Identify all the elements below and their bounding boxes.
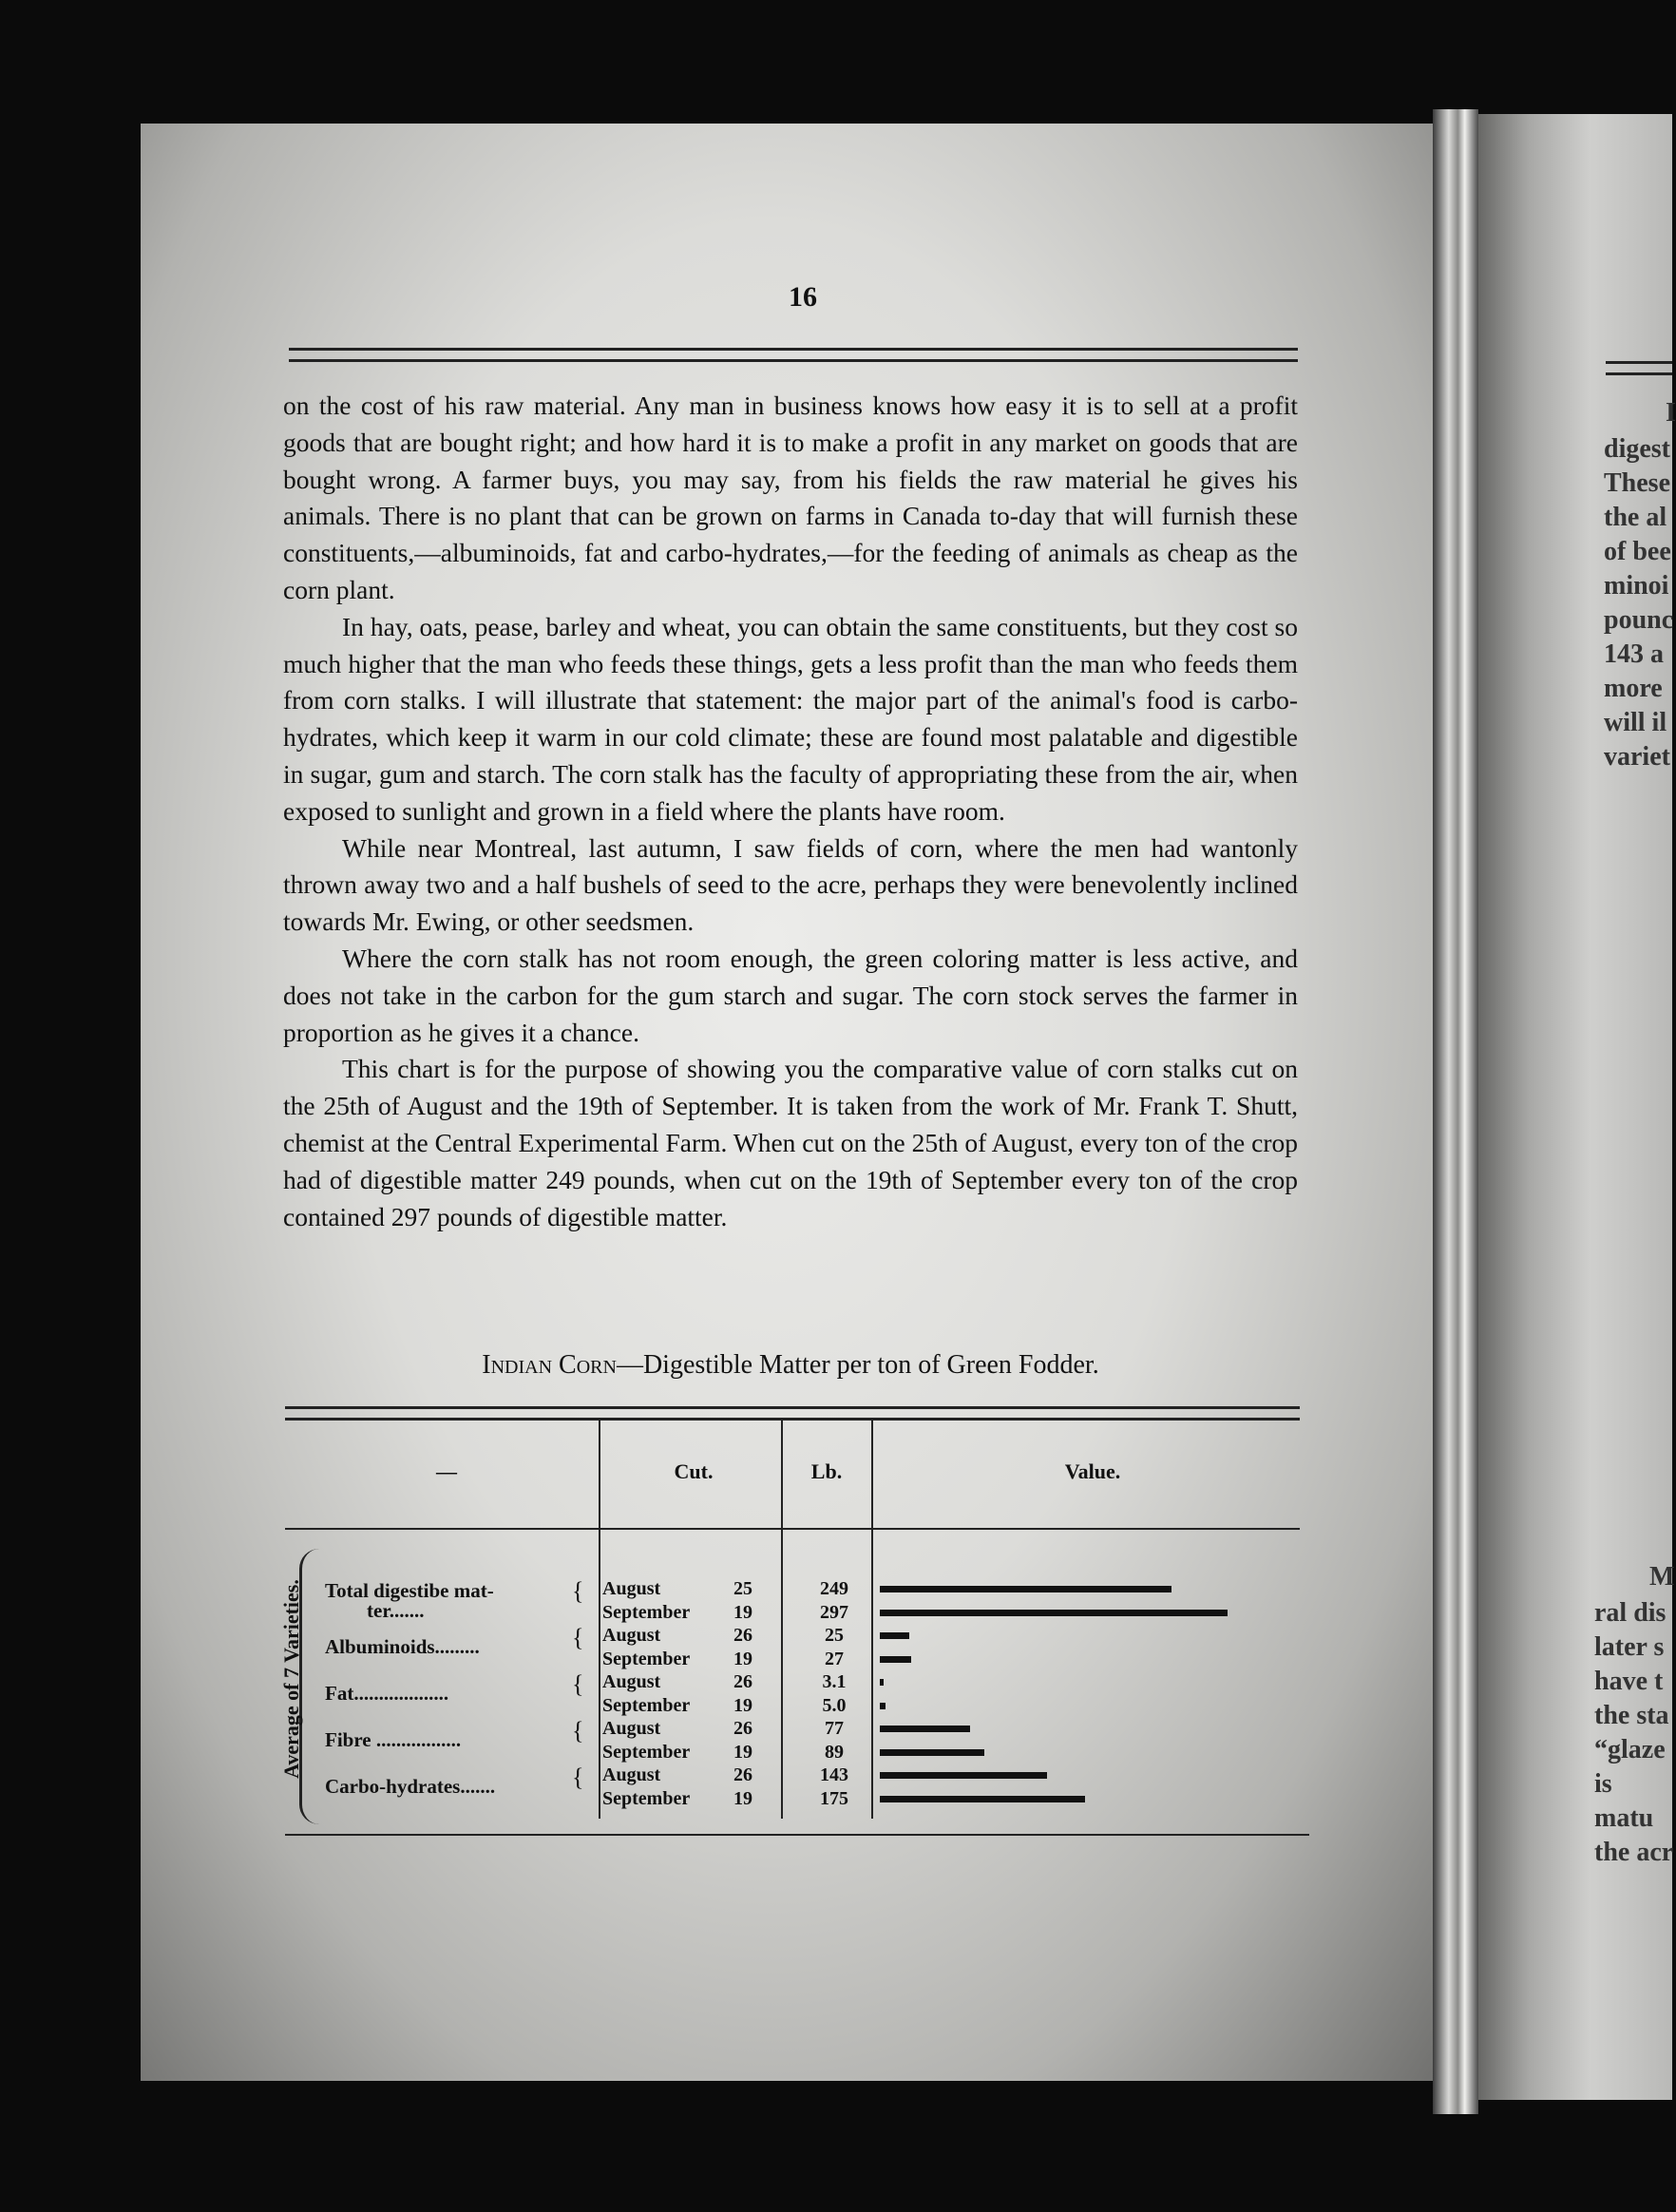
cut-month: August xyxy=(602,1718,661,1739)
facing-line: is matu xyxy=(1594,1769,1654,1833)
cut-month: September xyxy=(602,1787,691,1809)
cut-day: 26 xyxy=(733,1625,752,1646)
facing-line: more xyxy=(1604,674,1663,703)
facing-line: the al xyxy=(1604,503,1667,532)
cut-month: August xyxy=(602,1578,661,1599)
paragraph: on the cost of his raw material. Any man in business knows how easy it is to sell at a profit goods that are bought right; and how hard it is to make a profit in any market on goods that are bought wrong. A farmer buys, you may say, from his fields the raw material he gives his animals. There is no plant that can be grown on farms in Canada to-day that will furnish these constituents,—albuminoids, fat and carbo-hydrates,—for the feeding of animals as cheap as the corn plant. xyxy=(283,391,1298,604)
caption-title: Indian Corn xyxy=(482,1350,617,1380)
row-label-albuminoids: Albuminoids......... xyxy=(325,1635,480,1658)
cut-day: 26 xyxy=(733,1718,752,1739)
column-divider xyxy=(599,1420,600,1819)
value-bar xyxy=(880,1772,1047,1779)
facing-line: M xyxy=(1649,1562,1675,1592)
lb-value: 89 xyxy=(825,1741,844,1763)
row-label-total-cont: ter....... xyxy=(367,1599,425,1622)
value-bar xyxy=(880,1703,886,1709)
cut-month: August xyxy=(602,1625,661,1646)
row-label-total: Total digestibe mat- xyxy=(325,1579,494,1602)
facing-line: digest xyxy=(1604,434,1670,464)
facing-line: will il xyxy=(1604,708,1667,737)
cut-month: September xyxy=(602,1648,691,1669)
value-bar xyxy=(880,1632,909,1639)
facing-line: the sta xyxy=(1594,1701,1669,1730)
header-blank: — xyxy=(436,1459,457,1483)
facing-line: later s xyxy=(1594,1632,1665,1662)
table-bottom-rule xyxy=(285,1834,1309,1836)
row-brace: { xyxy=(572,1624,584,1651)
paragraph: In hay, oats, pease, barley and wheat, you can obtain the same constituents, but they cost so much higher that the man who feeds these things, gets a less profit than the man who feeds them from corn stalks. I will illustrate that statement: the major part of the animal's food is carbo-hydrates, which keep it warm in our cold climate; these are found most palatable and digestible in sugar, gum and starch. The corn stalk has the faculty of appropriating these from the air, when exposed to sunlight and grown in a field where the plants have room. xyxy=(283,611,1298,826)
data-table xyxy=(279,1406,1300,1843)
facing-line: variet xyxy=(1604,742,1670,772)
lb-value: 5.0 xyxy=(822,1694,847,1716)
facing-header-rule xyxy=(1606,361,1672,375)
cut-month: August xyxy=(602,1764,661,1785)
facing-line: These xyxy=(1604,468,1670,498)
cut-month: September xyxy=(602,1741,691,1763)
row-label-carbo-hydrates: Carbo-hydrates....... xyxy=(325,1775,496,1798)
header-value: Value. xyxy=(1064,1459,1121,1483)
facing-line: 143 a xyxy=(1604,639,1664,669)
cut-month: August xyxy=(602,1671,661,1692)
cut-day: 19 xyxy=(733,1648,752,1669)
row-label-fibre: Fibre ................. xyxy=(325,1728,462,1751)
value-bar xyxy=(880,1656,911,1663)
facing-line: ral dis xyxy=(1594,1598,1666,1628)
lb-value: 143 xyxy=(820,1764,848,1785)
lb-value: 25 xyxy=(825,1625,844,1646)
column-divider xyxy=(781,1420,783,1819)
cut-month: September xyxy=(602,1694,691,1716)
value-bar xyxy=(880,1726,970,1732)
value-bar xyxy=(880,1749,984,1756)
header-lb: Lb. xyxy=(810,1459,843,1483)
row-brace: { xyxy=(572,1717,584,1745)
facing-line: minoi xyxy=(1604,571,1669,601)
header-cut: Cut. xyxy=(674,1459,714,1483)
lb-value: 175 xyxy=(820,1787,848,1809)
cut-day: 19 xyxy=(733,1787,752,1809)
facing-text-top xyxy=(1471,394,1676,774)
table-caption xyxy=(283,1350,1298,1381)
row-brace: { xyxy=(572,1764,584,1791)
lb-value: 3.1 xyxy=(822,1671,847,1692)
header-rule xyxy=(285,1528,1300,1530)
header-rule xyxy=(289,348,1298,362)
page-number: 16 xyxy=(789,281,817,313)
body-text xyxy=(283,388,1298,1235)
lb-value: 27 xyxy=(825,1648,844,1669)
column-divider xyxy=(871,1420,873,1819)
value-bar xyxy=(880,1610,1228,1616)
facing-line: I xyxy=(1666,398,1676,428)
row-brace: { xyxy=(572,1670,584,1698)
facing-text-bottom xyxy=(1471,1558,1674,1870)
cut-day: 19 xyxy=(733,1601,752,1623)
cut-day: 25 xyxy=(733,1578,752,1599)
cut-day: 26 xyxy=(733,1764,752,1785)
facing-line: “glaze xyxy=(1594,1735,1666,1764)
lb-value: 297 xyxy=(820,1601,848,1623)
facing-line: the acr xyxy=(1594,1838,1674,1867)
cut-day: 19 xyxy=(733,1694,752,1716)
facing-line: of bee xyxy=(1604,537,1671,566)
group-label: Average of 7 Varieties. xyxy=(279,1579,303,1779)
paragraph: While near Montreal, last autumn, I saw fields of corn, where the men had wantonly thrown away two and a half bushels of seed to the acre, perhaps they were benevolently inclined towards Mr. Ewing, or other seedsmen. xyxy=(283,832,1298,937)
facing-line: pounc xyxy=(1604,605,1674,635)
value-bar xyxy=(880,1586,1171,1592)
table-top-rule xyxy=(285,1406,1300,1421)
lb-value: 77 xyxy=(825,1718,844,1739)
value-bar xyxy=(880,1796,1085,1802)
lb-value: 249 xyxy=(820,1578,848,1599)
cut-day: 26 xyxy=(733,1671,752,1692)
facing-line: have t xyxy=(1594,1667,1664,1696)
cut-month: September xyxy=(602,1601,691,1623)
row-label-fat: Fat................... xyxy=(325,1682,449,1705)
caption-rest: —Digestible Matter per ton of Green Fodder. xyxy=(616,1350,1099,1380)
group-label-box xyxy=(272,1545,310,1821)
cut-day: 19 xyxy=(733,1741,752,1763)
row-brace: { xyxy=(572,1577,584,1605)
paragraph: This chart is for the purpose of showing you the comparative value of corn stalks cut on the 25th of August and the 19th of September. It is taken from the work of Mr. Frank T. Shutt, chemist at the Central Experimental Farm. When cut on the 25th of August, every ton of the crop had of digestible matter 249 pounds, when cut on the 19th of September every ton of the crop contained 297 pounds of digestible matter. xyxy=(283,1054,1298,1231)
value-bar xyxy=(880,1679,884,1686)
paragraph: Where the corn stalk has not room enough, the green coloring matter is less active, and does not take in the carbon for the gum starch and sugar. The corn stock serves the farmer in proportion as he gives it a chance. xyxy=(283,943,1298,1047)
